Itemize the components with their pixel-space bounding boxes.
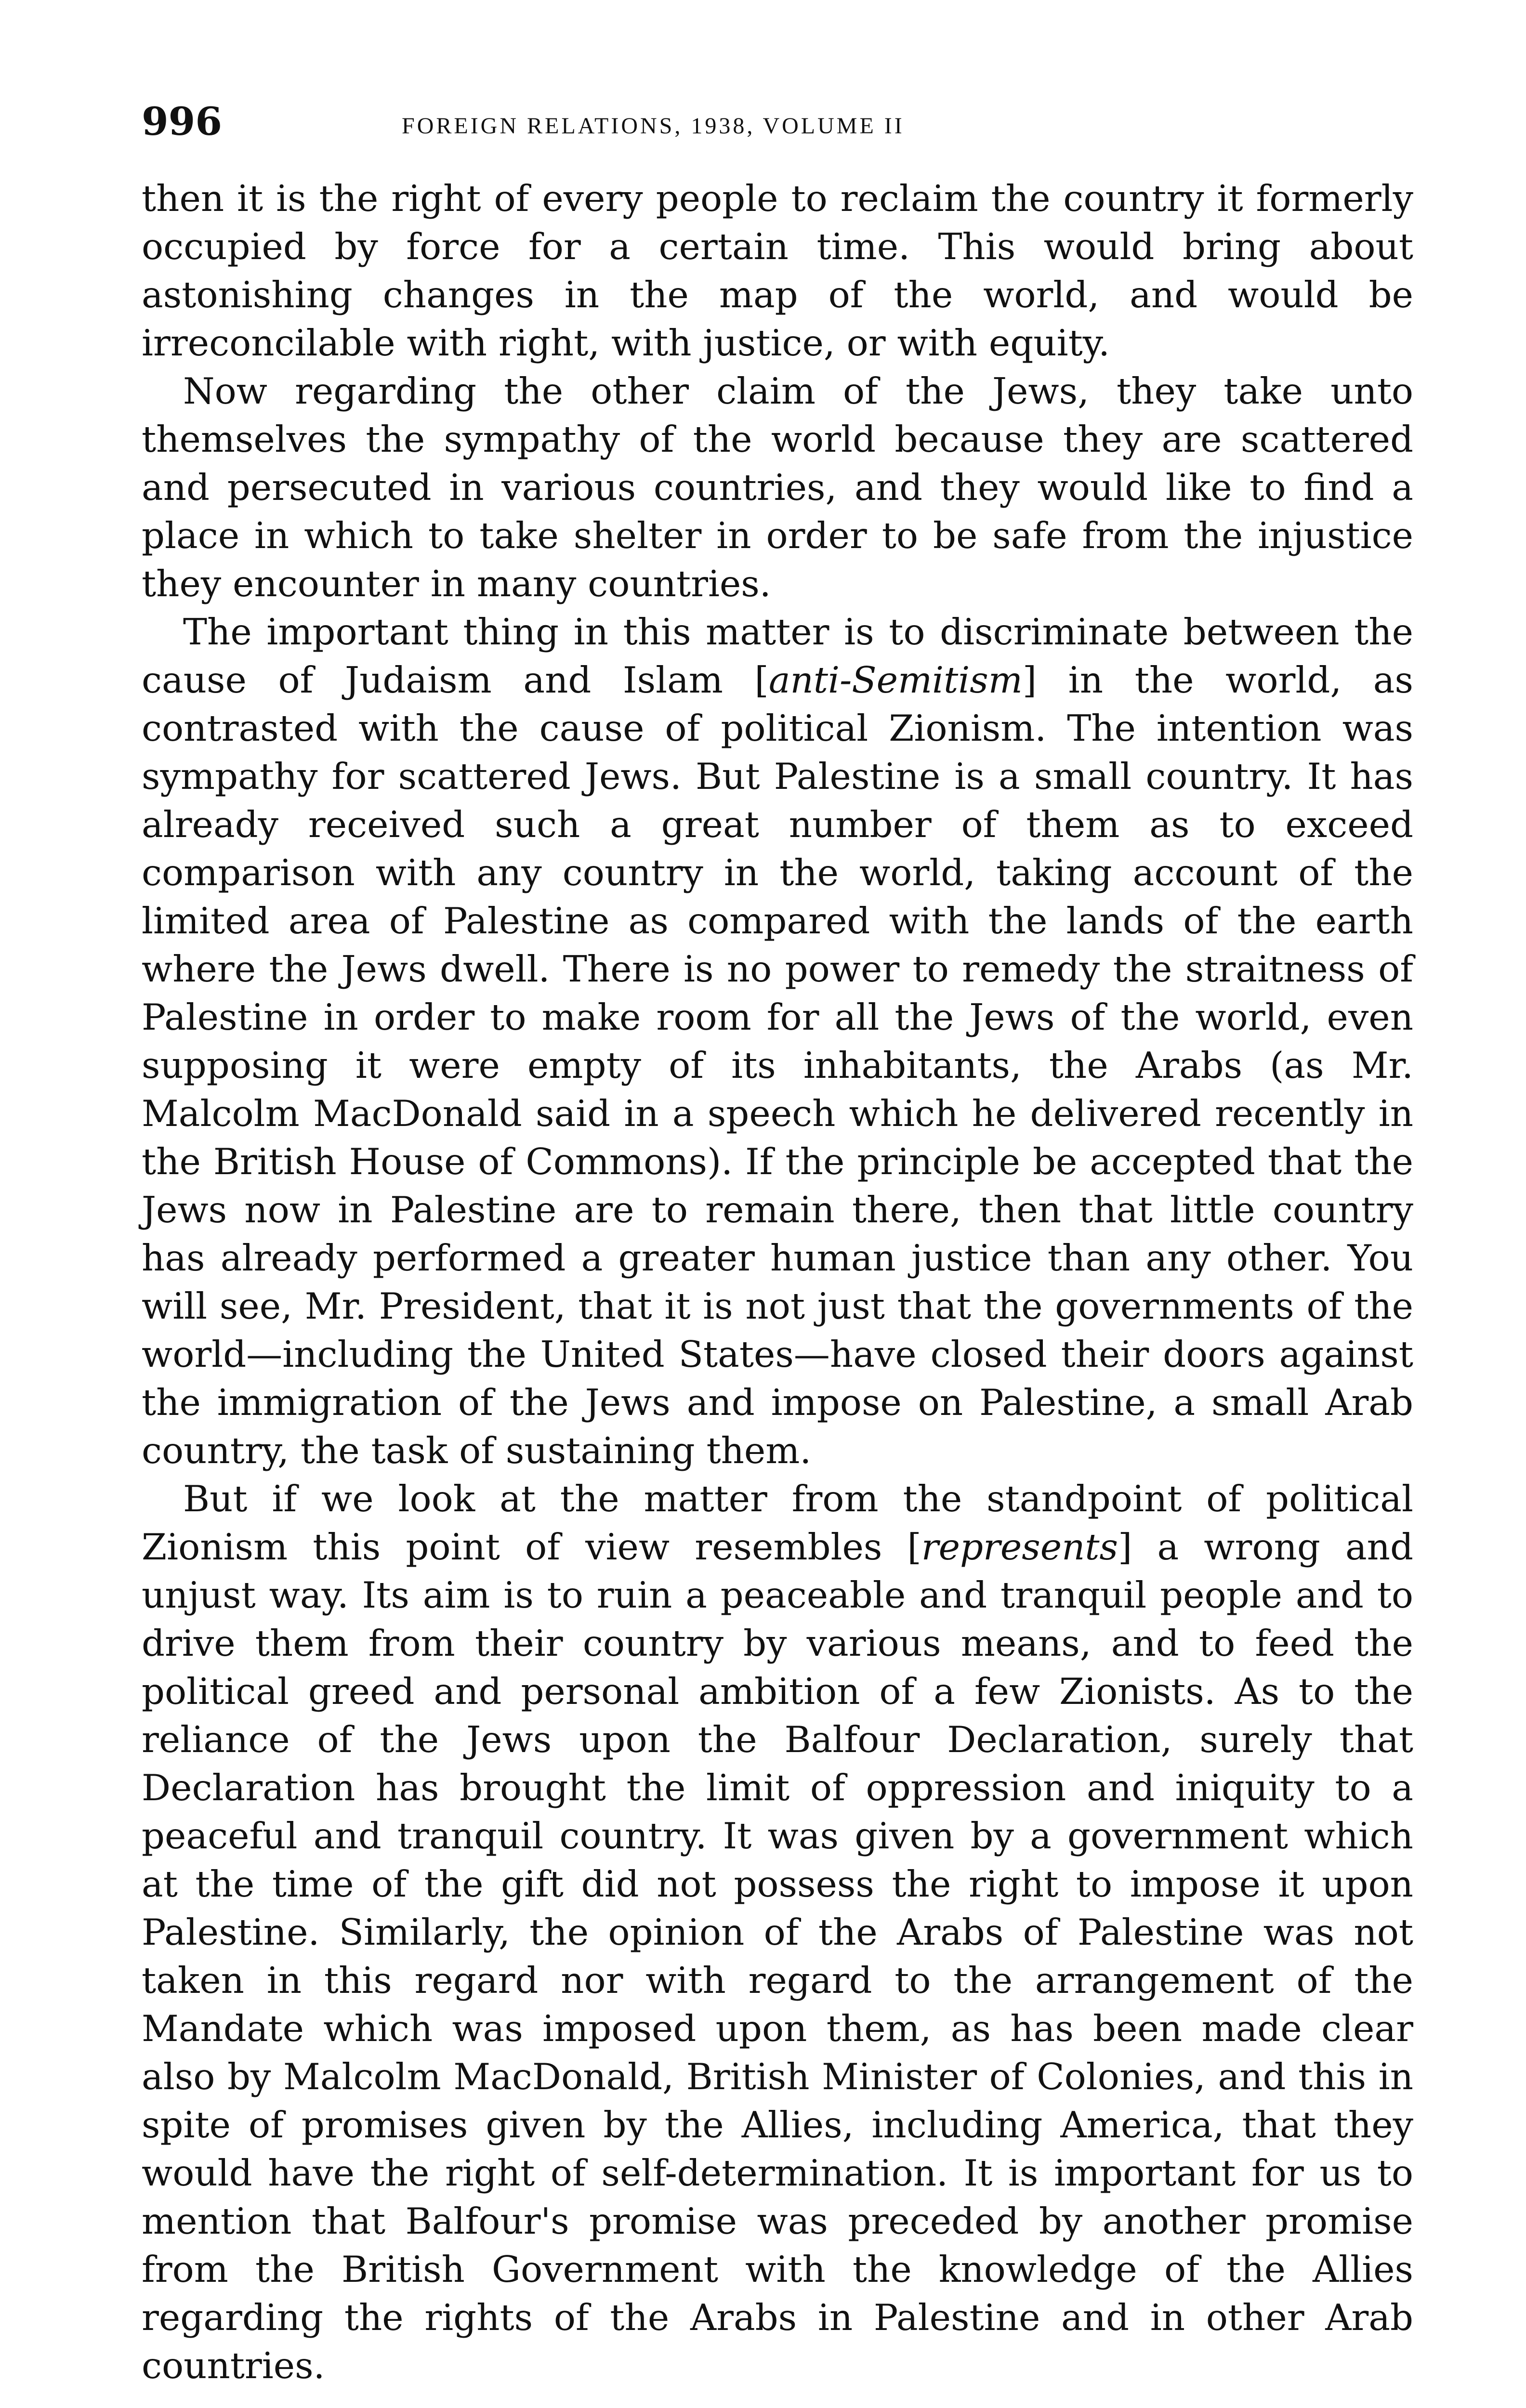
paragraph-text-before: The important thing in this matter is to discriminate between the cause of Judaism and Islam [: [142, 611, 1413, 701]
body-text: [142, 174, 1413, 2390]
paragraph-text: Now regarding the other claim of the Jews, they take unto themselves the sympathy of the world because they are scattered and persecuted in various countries, and they would like to find a place in which to take shelter in order to be safe from the injustice they encounter in many countries.: [142, 370, 1413, 605]
running-header: [142, 99, 1413, 174]
document-page: [142, 99, 1413, 2390]
editorial-insertion: represents: [921, 1526, 1118, 1568]
paragraph-jews-claim: [142, 367, 1413, 608]
paragraph-text-before: But if we look at the matter from the standpoint of political Zionism this point of view resembles [: [142, 1478, 1413, 1568]
paragraph-text: then it is the right of every people to reclaim the country it formerly occupied by force for a certain time. This would bring about astonishing changes in the map of the world, and would be irreconcilable with right, with justice, or with equity.: [142, 177, 1413, 364]
header-title: FOREIGN RELATIONS, 1938, VOLUME II: [402, 113, 905, 139]
paragraph-continuation: [142, 174, 1413, 367]
editorial-insertion: anti-Semitism: [768, 659, 1023, 701]
paragraph-political-zionism: [142, 1475, 1413, 2390]
paragraph-text-after: ] in the world, as contrasted with the cause of political Zionism. The intention was sympathy for scattered Jews. But Palestine is a small country. It has already received such a great number of them as to exceed comparison with any country in the world, taking account of the limited area of Palestine as compared with the lands of the earth where the Jews dwell. There is no power to remedy the straitness of Palestine in order to make room for all the Jews of the world, even supposing it were empty of its inhabitants, the Arabs (as Mr. Malcolm MacDonald said in a speech which he delivered recently in the British House of Commons). If the principle be accepted that the Jews now in Palestine are to remain there, then that little country has already performed a greater human justice than any other. You will see, Mr. President, that it is not just that the governments of the world—including the United States—have closed their doors against the immigration of the Jews and impose on Palestine, a small Arab country, the task of sustaining them.: [142, 659, 1413, 1472]
paragraph-text-after: ] a wrong and unjust way. Its aim is to ruin a peaceable and tranquil people and to drive them from their country by various means, and to feed the political greed and personal ambition of a few Zionists. As to the reliance of the Jews upon the Balfour Declaration, surely that Declaration has brought the limit of oppression and iniquity to a peaceful and tranquil country. It was given by a government which at the time of the gift did not possess the right to impose it upon Palestine. Similarly, the opinion of the Arabs of Palestine was not taken in this regard nor with regard to the arrangement of the Mandate which was imposed upon them, as has been made clear also by Malcolm MacDonald, British Minister of Colonies, and this in spite of promises given by the Allies, including America, that they would have the right of self-determination. It is important for us to mention that Balfour's promise was preceded by another promise from the British Government with the knowledge of the Allies regarding the rights of the Arabs in Palestine and in other Arab countries.: [142, 1526, 1413, 2387]
page-number: 996: [142, 99, 222, 144]
paragraph-judaism-zionism: [142, 608, 1413, 1475]
